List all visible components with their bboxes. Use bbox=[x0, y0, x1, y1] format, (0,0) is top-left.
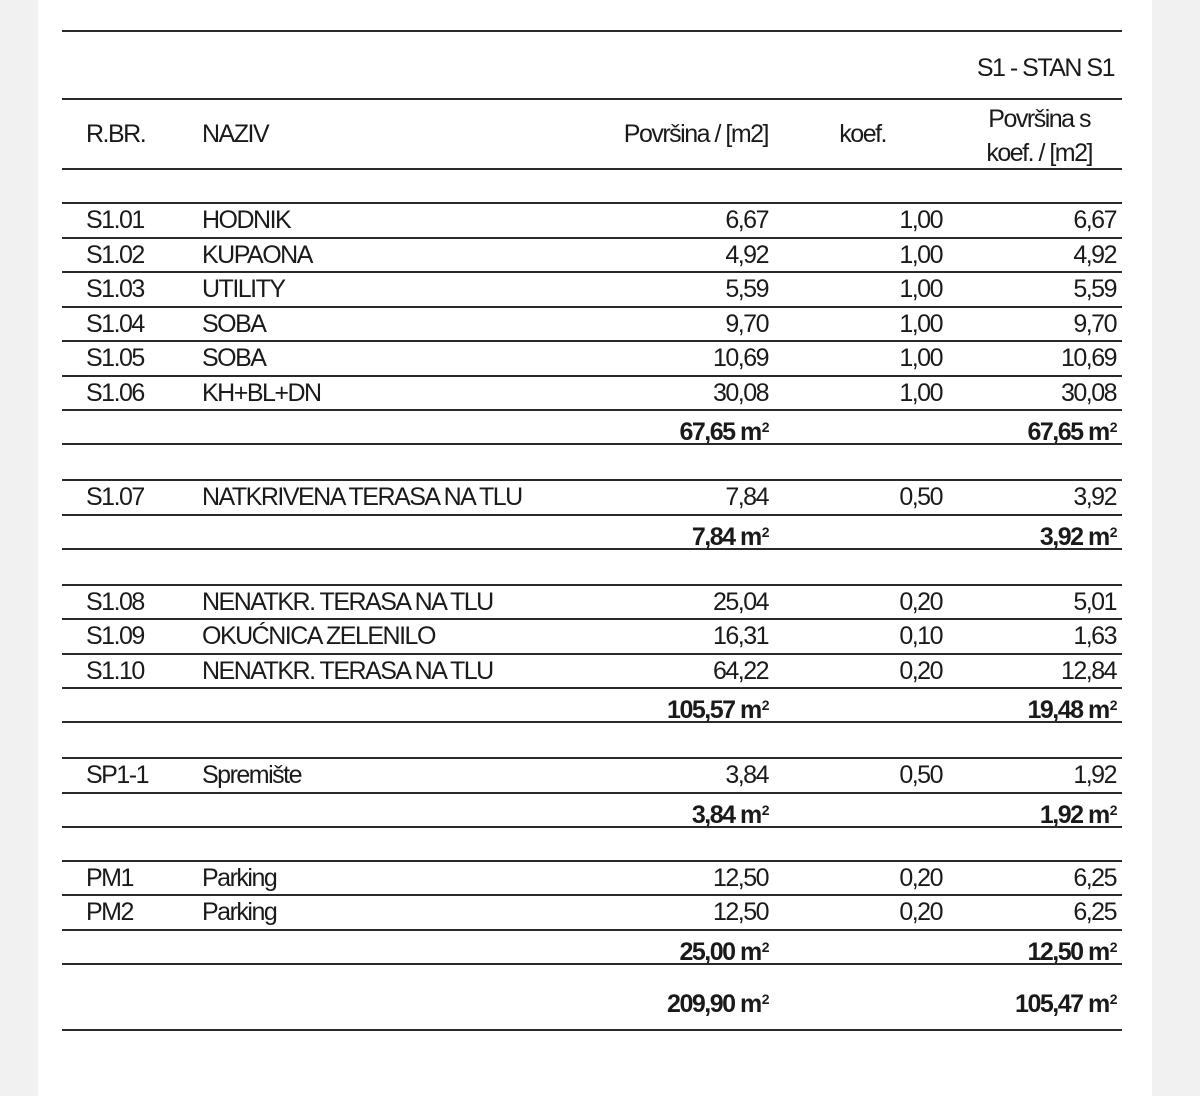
cell-povrsina: 7,84 bbox=[725, 483, 768, 511]
table-row bbox=[62, 340, 1122, 375]
cell-koef: 1,00 bbox=[899, 309, 942, 338]
table-row bbox=[62, 375, 1122, 410]
cell-povrsina-koef: 6,25 bbox=[1073, 898, 1116, 926]
cell-povrsina-koef: 5,01 bbox=[1073, 587, 1116, 616]
subtotal-row bbox=[62, 514, 1122, 551]
table-row bbox=[62, 618, 1122, 653]
subtotal-row bbox=[62, 929, 1122, 966]
table-row bbox=[62, 860, 1122, 895]
subtotal-row bbox=[62, 409, 1122, 446]
cell-naziv: KH+BL+DN bbox=[202, 378, 321, 407]
header-rbr: R.BR. bbox=[86, 120, 146, 148]
subtotal-povrsina-koef: 12,50 $m^2$ bbox=[1027, 937, 1116, 966]
document-page bbox=[38, 0, 1152, 1096]
cell-koef: 0,50 bbox=[899, 761, 942, 789]
subtotal-povrsina: 25,00 $m^2$ bbox=[679, 937, 768, 966]
cell-povrsina: 12,50 bbox=[712, 863, 768, 892]
header-povrsina-koef-line2: koef. / [m2] bbox=[986, 139, 1092, 167]
cell-koef: 0,20 bbox=[899, 656, 942, 685]
cell-koef: 0,20 bbox=[899, 863, 942, 892]
header-row bbox=[62, 98, 1122, 168]
cell-rbr: S1.05 bbox=[86, 344, 144, 372]
subtotal-povrsina: 105,57 $m^2$ bbox=[667, 696, 768, 724]
table-row bbox=[62, 202, 1122, 237]
header-koef: koef. bbox=[839, 120, 886, 148]
cell-naziv: NATKRIVENA TERASA NA TLU bbox=[202, 483, 522, 511]
subtotal-povrsina-koef: 1,92 $m^2$ bbox=[1039, 800, 1116, 829]
cell-koef: 0,20 bbox=[899, 898, 942, 926]
table-row bbox=[62, 584, 1122, 619]
cell-naziv: NENATKR. TERASA NA TLU bbox=[202, 587, 493, 616]
cell-rbr: S1.02 bbox=[86, 240, 144, 269]
cell-povrsina-koef: 3,92 bbox=[1073, 483, 1116, 511]
cell-povrsina-koef: 1,63 bbox=[1073, 622, 1116, 650]
cell-povrsina-koef: 30,08 bbox=[1060, 378, 1116, 407]
cell-rbr: S1.01 bbox=[86, 206, 144, 234]
cell-naziv: HODNIK bbox=[202, 206, 291, 234]
group-spacer bbox=[62, 443, 1122, 479]
cell-povrsina: 10,69 bbox=[712, 344, 768, 372]
cell-koef: 1,00 bbox=[899, 378, 942, 407]
group-spacer bbox=[62, 548, 1122, 584]
cell-koef: 1,00 bbox=[899, 206, 942, 234]
cell-naziv: Parking bbox=[202, 863, 277, 892]
total-povrsina-koef: 105,47 $m^2$ bbox=[1015, 989, 1116, 1018]
cell-povrsina-koef: 4,92 bbox=[1073, 240, 1116, 269]
cell-koef: 0,50 bbox=[899, 483, 942, 511]
group-spacer bbox=[62, 826, 1122, 860]
cell-povrsina-koef: 6,67 bbox=[1073, 206, 1116, 234]
cell-koef: 0,20 bbox=[899, 587, 942, 616]
table-body bbox=[62, 168, 1122, 1031]
cell-rbr: S1.03 bbox=[86, 275, 144, 303]
cell-naziv: Parking bbox=[202, 898, 277, 926]
table-row bbox=[62, 757, 1122, 792]
subtotal-povrsina: 3,84 $m^2$ bbox=[691, 800, 768, 829]
table-row bbox=[62, 237, 1122, 272]
cell-rbr: PM2 bbox=[86, 898, 133, 926]
header-naziv: NAZIV bbox=[202, 120, 269, 148]
table-row bbox=[62, 306, 1122, 341]
cell-povrsina: 30,08 bbox=[712, 378, 768, 407]
cell-rbr: S1.04 bbox=[86, 309, 144, 338]
area-table bbox=[62, 30, 1122, 1031]
cell-povrsina-koef: 6,25 bbox=[1073, 863, 1116, 892]
subtotal-povrsina: 67,65 $m^2$ bbox=[679, 418, 768, 446]
subtotal-povrsina: 7,84 $m^2$ bbox=[691, 522, 768, 551]
cell-povrsina-koef: 10,69 bbox=[1060, 344, 1116, 372]
cell-koef: 1,00 bbox=[899, 275, 942, 303]
total-povrsina: 209,90 $m^2$ bbox=[667, 989, 768, 1018]
group-spacer bbox=[62, 721, 1122, 757]
header-povrsina: Površina / [m2] bbox=[623, 120, 768, 148]
subtotal-row bbox=[62, 687, 1122, 724]
cell-rbr: S1.07 bbox=[86, 483, 144, 511]
cell-povrsina: 16,31 bbox=[712, 622, 768, 650]
subtotal-povrsina-koef: 19,48 $m^2$ bbox=[1027, 696, 1116, 724]
cell-naziv: NENATKR. TERASA NA TLU bbox=[202, 656, 493, 685]
table-row bbox=[62, 894, 1122, 929]
cell-rbr: S1.08 bbox=[86, 587, 144, 616]
title-row bbox=[62, 30, 1122, 98]
cell-povrsina: 12,50 bbox=[712, 898, 768, 926]
table-row bbox=[62, 479, 1122, 514]
total-row bbox=[62, 963, 1122, 1031]
cell-povrsina: 25,04 bbox=[712, 587, 768, 616]
group-spacer bbox=[62, 168, 1122, 202]
cell-koef: 1,00 bbox=[899, 240, 942, 269]
cell-rbr: SP1-1 bbox=[86, 761, 148, 789]
cell-naziv: KUPAONA bbox=[202, 240, 312, 269]
cell-rbr: PM1 bbox=[86, 863, 133, 892]
cell-povrsina-koef: 12,84 bbox=[1060, 656, 1116, 685]
table-row bbox=[62, 653, 1122, 688]
cell-povrsina: 3,84 bbox=[725, 761, 768, 789]
cell-naziv: OKUĆNICA ZELENILO bbox=[202, 622, 435, 650]
cell-rbr: S1.09 bbox=[86, 622, 144, 650]
cell-povrsina-koef: 9,70 bbox=[1073, 309, 1116, 338]
subtotal-povrsina-koef: 67,65 $m^2$ bbox=[1027, 418, 1116, 446]
table-row bbox=[62, 271, 1122, 306]
cell-povrsina: 9,70 bbox=[725, 309, 768, 338]
subtotal-povrsina-koef: 3,92 $m^2$ bbox=[1039, 522, 1116, 551]
cell-povrsina-koef: 1,92 bbox=[1073, 761, 1116, 789]
cell-koef: 0,10 bbox=[899, 622, 942, 650]
cell-rbr: S1.06 bbox=[86, 378, 144, 407]
subtotal-row bbox=[62, 792, 1122, 829]
header-povrsina-koef-line1: Površina s bbox=[988, 105, 1091, 133]
header-povrsina-koef bbox=[986, 102, 1092, 170]
table-title: S1 - STAN S1 bbox=[976, 54, 1114, 82]
cell-rbr: S1.10 bbox=[86, 656, 144, 685]
cell-povrsina: 64,22 bbox=[712, 656, 768, 685]
cell-naziv: UTILITY bbox=[202, 275, 285, 303]
cell-povrsina-koef: 5,59 bbox=[1073, 275, 1116, 303]
cell-povrsina: 5,59 bbox=[725, 275, 768, 303]
cell-koef: 1,00 bbox=[899, 344, 942, 372]
cell-povrsina: 6,67 bbox=[725, 206, 768, 234]
cell-povrsina: 4,92 bbox=[725, 240, 768, 269]
cell-naziv: SOBA bbox=[202, 309, 266, 338]
cell-naziv: SOBA bbox=[202, 344, 266, 372]
cell-naziv: Spremište bbox=[202, 761, 302, 789]
